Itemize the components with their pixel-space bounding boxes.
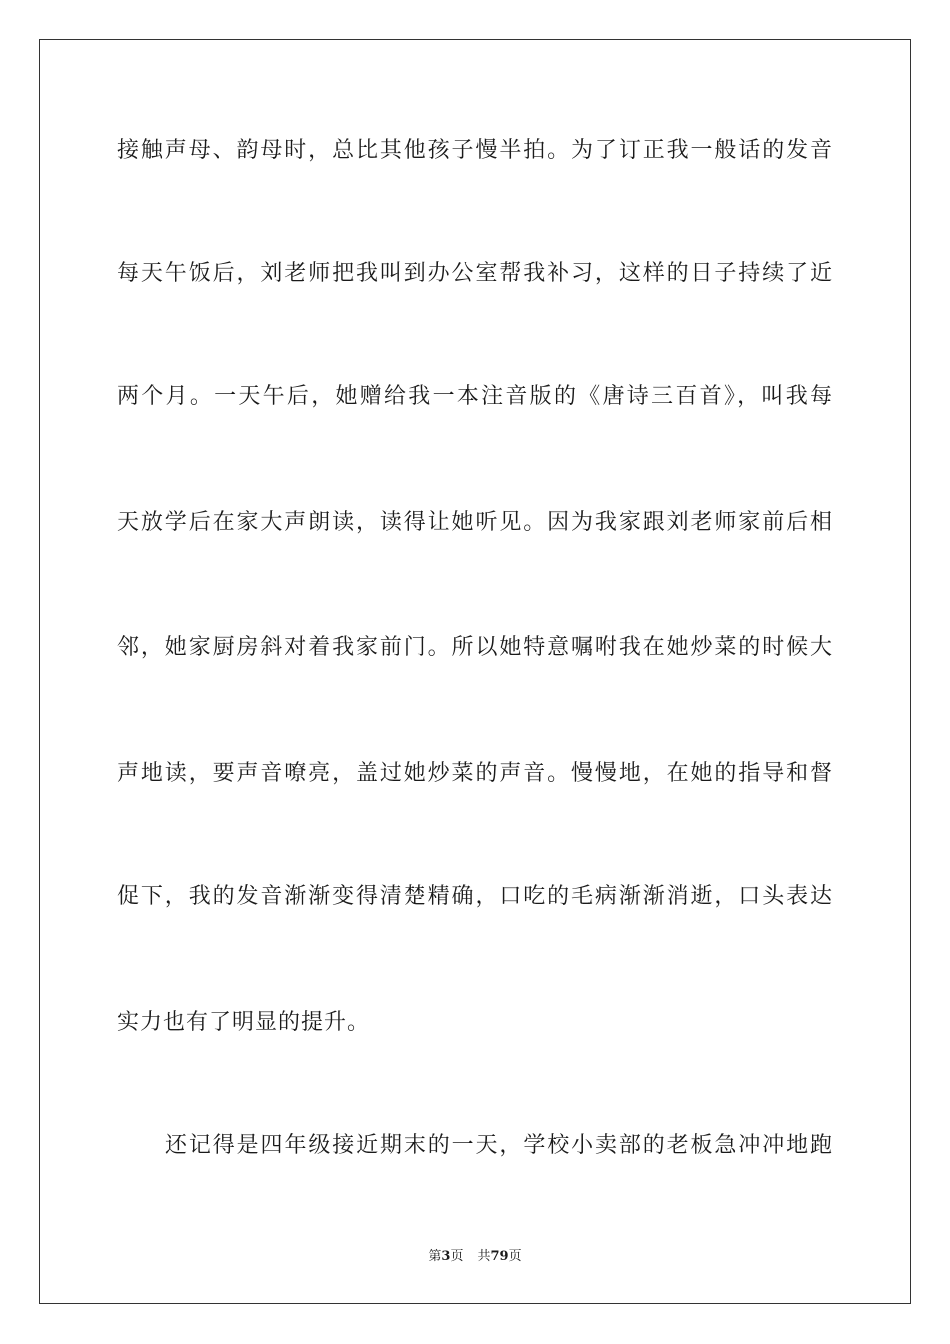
body-line-7: 促下，我的发音渐渐变得清楚精确，口吃的毛病渐渐消逝，口头表达 [117, 884, 833, 909]
paragraph-start-line: 还记得是四年级接近期末的一天，学校小卖部的老板急冲冲地跑 [165, 1133, 833, 1158]
page-label-suffix: 页 [450, 1249, 464, 1264]
page-footer [0, 1248, 950, 1266]
body-line-2: 每天午饭后，刘老师把我叫到办公室帮我补习，这样的日子持续了近 [117, 261, 833, 286]
total-label-prefix: 共 [477, 1249, 491, 1264]
body-line-8: 实力也有了明显的提升。 [117, 1010, 371, 1035]
page-border [39, 39, 911, 1304]
body-line-3: 两个月。一天午后，她赠给我一本注音版的《唐诗三百首》，叫我每 [117, 384, 833, 409]
body-line-6: 声地读，要声音嘹亮，盖过她炒菜的声音。慢慢地，在她的指导和督 [117, 761, 833, 786]
body-line-4: 天放学后在家大声朗读，读得让她听见。因为我家跟刘老师家前后相 [117, 510, 833, 535]
body-line-1: 接触声母、韵母时，总比其他孩子慢半拍。为了订正我一般话的发音 [117, 138, 833, 163]
total-label-suffix: 页 [508, 1249, 522, 1264]
total-page-count: 79 [490, 1249, 509, 1264]
body-line-5: 邻，她家厨房斜对着我家前门。所以她特意嘱咐我在她炒菜的时候大 [117, 635, 833, 660]
current-page-number: 3 [441, 1249, 451, 1264]
page-label-prefix: 第 [428, 1249, 442, 1264]
